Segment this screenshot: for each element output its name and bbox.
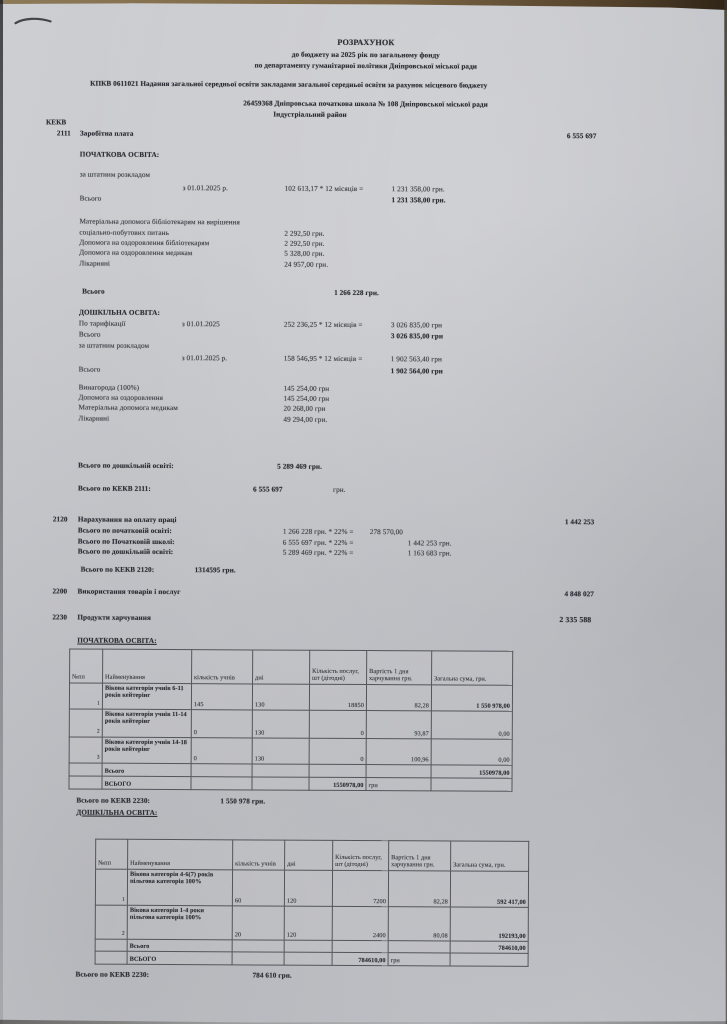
day-cost: 82,28 <box>366 685 431 711</box>
staffing-total-label: Всього <box>78 365 101 374</box>
empty-cell <box>431 778 512 791</box>
accrual-row-amount: 278 570,00 <box>369 528 404 537</box>
kekv-2111-total-amount: 6 555 697 <box>253 485 283 494</box>
allowance-label: Допомога на оздоровлення бібліотекарям <box>79 238 210 248</box>
empty-cell <box>191 777 252 790</box>
column-header: Загальна сума, грн. <box>451 841 529 871</box>
table-row <box>95 869 528 907</box>
kekv-2230-total: 2 335 588 <box>559 615 592 625</box>
doc-subtitle-department: по департаменту гуманітарної політики Дніпровської міської ради <box>254 61 478 71</box>
school-line: 26459368 Дніпровська початкова школа № 108 Дніпровської міської ради <box>243 99 488 109</box>
column-header: Кількість послуг, шт (дітодні) <box>310 650 367 684</box>
accrual-row-calc: 5 289 469 грн. * 22% = <box>282 548 354 557</box>
kekv-2120-total: 1 442 253 <box>564 518 595 527</box>
row-number: 2 <box>69 709 102 737</box>
table-row <box>69 709 512 739</box>
column-header: дні <box>285 840 333 870</box>
allowance-label: Лікарняні <box>78 414 110 423</box>
doc-title: РОЗРАХУНОК <box>337 37 395 48</box>
preschool-subtotal-amount: 5 289 469 грн. <box>277 462 323 471</box>
students-count: 0 <box>191 710 252 738</box>
row-number: 2 <box>95 905 127 939</box>
column-header: Найменування <box>128 839 233 870</box>
row-sum: 0,00 <box>431 739 512 765</box>
services-count: 2400 <box>332 906 388 940</box>
kekv-2230-label: Продукти харчування <box>77 613 151 622</box>
column-header: кількість учнів <box>233 840 285 870</box>
services-count: 7200 <box>332 870 388 906</box>
doc-subtitle-fund: до бюджету на 2025 рік по загальному фонду <box>291 50 440 60</box>
category-name: Вікова категорія учнів 14-18 років кейтерінг <box>102 737 191 763</box>
kekv-2120-code: 2120 <box>52 515 68 524</box>
allowance-value: 24 957,00 грн. <box>284 260 329 269</box>
column-header: Вартість 1 дня харчування грн. <box>367 651 432 685</box>
table-total-row <box>69 776 512 791</box>
kekv-label: КЕКВ <box>45 118 67 127</box>
allowance-label: Матеріальна допомога медикам <box>78 403 178 413</box>
category-name: Вікова категорія 1-4 роки пільгова категорія 100% <box>127 905 232 940</box>
accrual-row-label: Всього по дошкільній освіті: <box>77 547 174 557</box>
food-preschool-heading: ДОШКІЛЬНА ОСВІТА: <box>76 808 158 817</box>
allowance-label: соціально-побутових питань <box>79 228 170 237</box>
column-header: Найменування <box>103 649 192 683</box>
subtotal-sum: 784610,00 <box>450 941 528 953</box>
days-count: 130 <box>252 684 309 710</box>
kekv-2111-label: Заробітна плата <box>79 129 134 138</box>
empty-cell <box>332 940 388 952</box>
tariff-total-label: Всього <box>78 330 101 339</box>
empty-cell <box>252 777 309 790</box>
table-header-row <box>96 839 529 871</box>
preschool-heading: ДОШКІЛЬНА ОСВІТА: <box>78 308 160 317</box>
primary-subtotal-label: Всього <box>82 287 105 296</box>
staffing-amount: 1 902 563,40 грн <box>390 355 442 364</box>
total-value: 1550978,00 <box>309 777 366 790</box>
empty-cell <box>284 940 332 952</box>
row-sum: 192193,00 <box>450 907 528 941</box>
kekv-2230-code: 2230 <box>52 613 68 622</box>
staffing-calc: 102 613,17 * 12 місяців = <box>284 184 364 194</box>
allowance-intro: Матеріальна допомога бібліотекарям на вирішення <box>79 217 240 227</box>
kekv-2120-total-amount: 1314595 грн. <box>194 566 236 575</box>
photo-edge-left <box>0 0 3 1024</box>
row-sum: 1 550 978,00 <box>431 685 512 711</box>
kekv-2200-label: Використання товарів і послуг <box>77 587 181 597</box>
total-currency: грн <box>388 953 450 966</box>
kekv-2111-code: 2111 <box>56 129 71 138</box>
staffing-date: з 01.01.2025 р. <box>182 184 229 193</box>
kekv-2200-code: 2200 <box>52 587 68 596</box>
days-count: 130 <box>252 738 309 764</box>
table-header-row <box>70 649 513 685</box>
category-name: Вікова категорія учнів 6-11 років кейтерінг <box>102 683 191 709</box>
day-cost: 100,96 <box>366 739 431 765</box>
category-name: Вікова категорія учнів 11-14 років кейтерінг <box>102 709 191 737</box>
allowance-value: 49 294,00 грн. <box>283 415 328 424</box>
food-table-preschool <box>95 839 530 967</box>
day-cost: 82,28 <box>388 871 450 907</box>
kekv-2230-subtotal2-label: Всього по КЕКВ 2230: <box>75 970 150 979</box>
empty-cell <box>69 763 102 776</box>
tariff-amount: 3 026 835,00 грн <box>390 321 443 330</box>
services-count: 0 <box>309 710 366 738</box>
kpkv-line: КПКВ 0611021 Надання загальної середньої освіти закладами загальної середньої освіти за рахунок місцевого бюджету <box>90 79 488 90</box>
total-amount: 1 231 358,00 грн. <box>391 196 446 205</box>
subtotal-label: Всього <box>127 939 232 952</box>
accrual-row-amount: 1 442 253 грн. <box>407 539 452 548</box>
staffing-total-amount: 1 902 564,00 грн <box>390 367 443 376</box>
accrual-row-label: Всього по початковій освіті: <box>77 526 172 536</box>
total-label: ВСЬОГО <box>102 776 191 789</box>
kekv-2230-subtotal1-amount: 1 550 978 грн. <box>220 797 266 806</box>
services-count: 0 <box>309 738 366 764</box>
services-count: 18850 <box>309 684 366 710</box>
allowance-value: 5 328,00 грн. <box>284 249 325 258</box>
allowance-label: Допомога на оздоровлення медикам <box>79 248 193 258</box>
day-cost: 93,87 <box>366 711 431 739</box>
empty-cell <box>232 940 284 952</box>
students-count: 60 <box>232 870 284 906</box>
subtotal-sum: 1550978,00 <box>431 765 512 778</box>
table-row <box>95 905 528 941</box>
row-number: 3 <box>69 737 102 763</box>
column-header: Загальна сума, грн. <box>432 651 513 685</box>
row-number: 1 <box>95 869 127 905</box>
column-header: №пп <box>96 839 128 869</box>
total-label: ВСЬОГО <box>127 951 232 965</box>
preschool-subtotal-label: Всього по дошкільній освіті: <box>78 461 174 471</box>
row-sum: 592 417,00 <box>450 871 528 907</box>
allowance-value: 2 292,50 грн. <box>284 239 325 248</box>
kekv-2200-total: 4 848 027 <box>564 590 595 599</box>
students-count: 0 <box>191 738 252 764</box>
food-primary-heading: ПОЧАТКОВА ОСВІТА: <box>77 636 157 645</box>
subtotal-label: Всього <box>102 763 191 776</box>
day-cost: 80,08 <box>388 907 450 941</box>
total-label: Всього <box>79 194 102 203</box>
students-count: 20 <box>232 906 284 940</box>
kekv-2111-total-currency: грн. <box>333 485 346 494</box>
kekv-2230-subtotal1-label: Всього по КЕКВ 2230: <box>76 796 151 805</box>
empty-cell <box>388 941 450 953</box>
table-total-row <box>95 951 528 966</box>
tariff-total-amount: 3 026 835,00 грн <box>390 332 444 341</box>
total-currency: грн <box>366 778 431 791</box>
total-value: 784610,00 <box>332 952 388 965</box>
food-table-primary <box>68 648 513 791</box>
empty-cell <box>232 952 284 965</box>
accrual-row-calc: 6 555 697 грн. * 22% = <box>282 538 354 547</box>
empty-cell <box>284 952 332 965</box>
staffing-calc: 158 546,95 * 12 місяців = <box>283 354 363 364</box>
empty-cell <box>95 939 127 951</box>
column-header: №пп <box>70 649 103 683</box>
students-count: 145 <box>191 684 252 710</box>
staffing-amount: 1 231 358,00 грн. <box>391 185 445 194</box>
tariff-date: з 01.01.2025 <box>181 320 220 329</box>
district-line: Індустріальний район <box>273 110 347 119</box>
category-name: Вікова категорія 4-6(7) років пільгова категорія 100% <box>127 869 232 906</box>
kekv-2120-label: Нарахування на оплату праці <box>77 515 177 525</box>
empty-cell <box>450 953 528 966</box>
accrual-row-amount: 1 163 683 грн. <box>407 549 452 558</box>
allowance-label: Лікарняні <box>79 259 111 268</box>
column-header: дні <box>253 650 310 684</box>
allowance-label: Винагорода (100%) <box>78 383 140 392</box>
tariff-label: По тарифікації <box>78 319 126 328</box>
empty-cell <box>191 764 252 777</box>
empty-cell <box>252 764 309 777</box>
staffing-schedule-label: за штатним розкладом <box>78 341 150 350</box>
column-header: кількість учнів <box>192 650 253 684</box>
staffing-schedule-label: за штатним розкладом <box>79 170 151 179</box>
row-sum: 0,00 <box>431 711 512 739</box>
days-count: 120 <box>284 906 332 940</box>
kekv-2120-total-label: Всього по КЕКВ 2120: <box>80 565 155 574</box>
pen-mark-icon <box>12 13 54 29</box>
accrual-row-calc: 1 266 228 грн. * 22% = <box>282 527 354 536</box>
allowance-value: 20 268,00 грн <box>283 404 326 413</box>
kekv-2230-subtotal2-amount: 784 610 грн. <box>252 971 292 980</box>
column-header: Вартість 1 дня харчування грн. <box>389 841 451 871</box>
row-number: 1 <box>69 683 102 709</box>
staffing-date: з 01.01.2025 р. <box>181 354 228 363</box>
allowance-value: 145 254,00 грн <box>283 394 330 403</box>
kekv-2111-total-label: Всього по КЕКВ 2111: <box>78 484 151 493</box>
accrual-row-label: Всього по Початковій школі: <box>77 537 175 547</box>
table-row <box>69 737 512 765</box>
allowance-value: 145 254,00 грн <box>283 384 330 393</box>
days-count: 120 <box>284 870 332 906</box>
empty-cell <box>366 765 431 778</box>
allowance-label: Допомога на оздоровлення <box>78 393 164 402</box>
kekv-2111-total: 6 555 697 <box>566 132 597 141</box>
days-count: 130 <box>252 710 309 738</box>
column-header: Кількість послуг, шт (дітодні) <box>333 840 389 870</box>
empty-cell <box>69 776 102 789</box>
primary-subtotal-amount: 1 266 228 грн. <box>334 288 379 298</box>
tariff-calc: 252 236,25 * 12 місяців = <box>283 320 363 330</box>
primary-education-heading: ПОЧАТКОВА ОСВІТА: <box>79 150 160 159</box>
empty-cell <box>309 764 366 777</box>
table-row <box>69 683 512 711</box>
allowance-value: 2 292,50 грн. <box>284 229 325 238</box>
empty-cell <box>95 951 127 964</box>
